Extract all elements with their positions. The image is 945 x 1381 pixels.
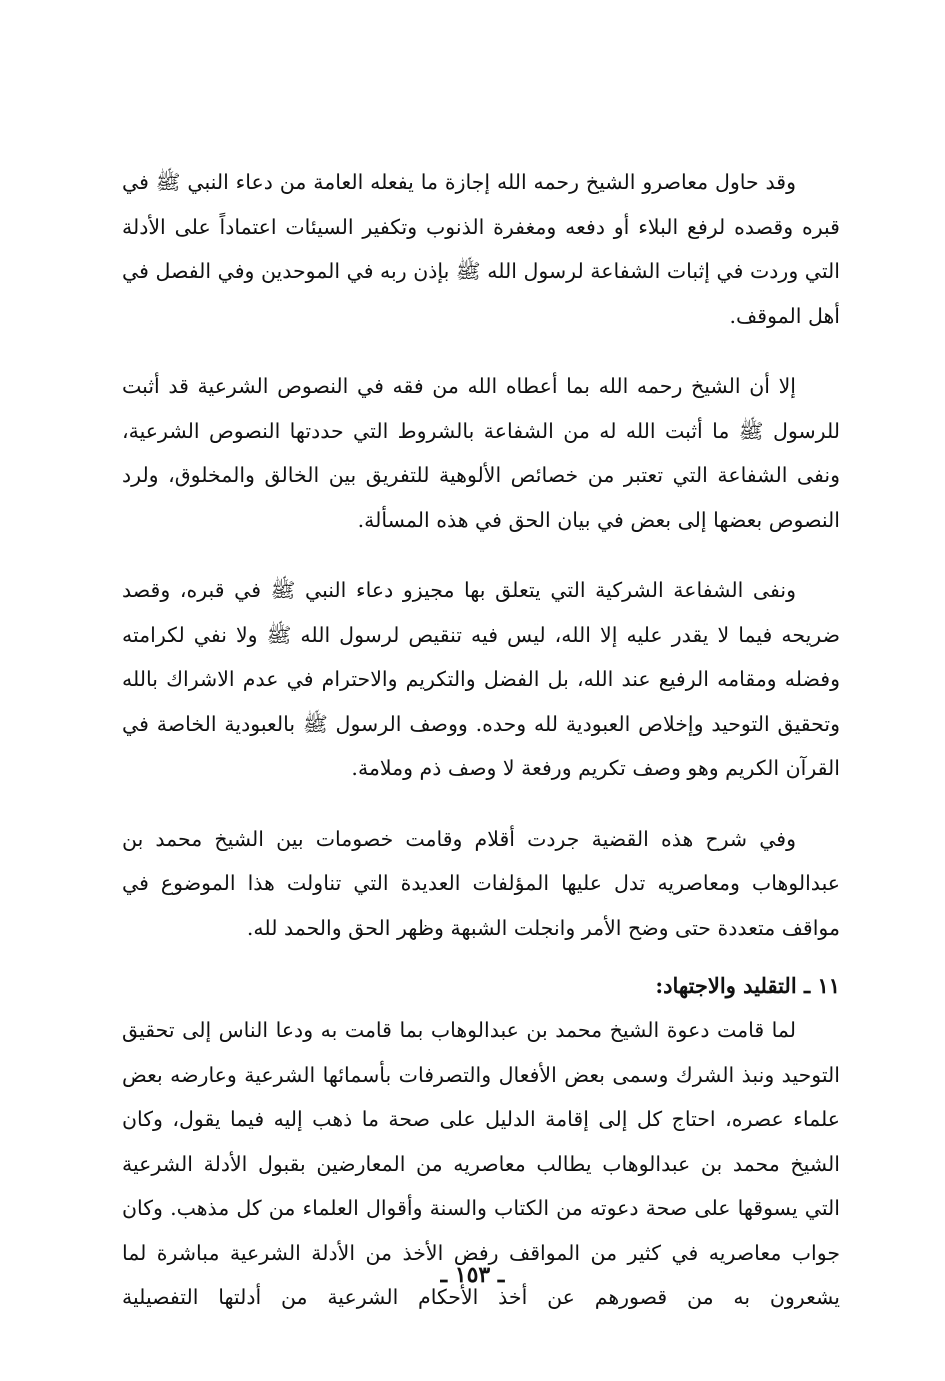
paragraph-4: وفي شرح هذه القضية جردت أقلام وقامت خصومات بين الشيخ محمد بن عبدالوهاب ومعاصريه تدل عليها المؤلفات العديدة التي تناولت هذا الموضوع في مواقف متعددة حتى وضح الأمر وانجلت الشبهة وظهر الحق والحمد لله. xyxy=(122,826,840,940)
paragraph-3: ونفى الشفاعة الشركية التي يتعلق بها مجيزو دعاء النبي ﷺ في قبره، وقصد ضريحه فيما لا يقدر عليه إلا الله، ليس فيه تنقيص لرسول الله ﷺ ولا نفي لكرامته وفضله ومقامه الرفيع عند الله، بل الفضل والتكريم والاحترام في عدم الاشراك بالله وتحقيق التوحيد وإخلاص العبودية لله وحده. ووصف الرسول ﷺ بالعبودية الخاصة في القرآن الكريم وهو وصف تكريم ورفعة لا وصف ذم وملامة. xyxy=(122,578,840,780)
paragraph-1: وقد حاول معاصرو الشيخ رحمه الله إجازة ما يفعله العامة من دعاء النبي ﷺ في قبره وقصده لرفع البلاء أو دفعه ومغفرة الذنوب وتكفير السيئات اعتماداً على الأدلة التي وردت في إثبات الشفاعة لرسول الله ﷺ بإذن ربه في الموحدين وفي الفصل في أهل الموقف. xyxy=(122,170,840,328)
paragraph-2: إلا أن الشيخ رحمه الله بما أعطاه الله من فقه في النصوص الشرعية قد أثبت للرسول ﷺ ما أثبت الله له من الشفاعة بالشروط التي حددتها النصوص الشرعية، ونفى الشفاعة التي تعتبر من خصائص الألوهية للتفريق بين الخالق والمخلوق، ولرد النصوص بعضها إلى بعض في بيان الحق في هذه المسألة. xyxy=(122,374,840,532)
section-body: لما قامت دعوة الشيخ محمد بن عبدالوهاب بما قامت به ودعا الناس إلى تحقيق التوحيد ونبذ الشرك وسمى بعض الأفعال والتصرفات بأسمائها الشرعية وعارضه بعض علماء عصره، احتاج كل إلى إقامة الدليل على صحة ما ذهب إليه فيما يقول، وكان الشيخ محمد بن عبدالوهاب يطالب معاصريه من المعارضين بقبول الأدلة الشرعية التي يسوقها على صحة دعوته من الكتاب والسنة وأقوال العلماء من كل مذهب. وكان جواب معاصريه في كثير من المواقف رفض الأخذ من الأدلة الشرعية مباشرة لما يشعرون به من قصورهم عن أخذ الأحكام الشرعية من أدلتها التفصيلية xyxy=(122,1018,840,1309)
section-heading: ١١ ـ التقليد والاجتهاد: xyxy=(655,973,840,998)
page-body xyxy=(122,160,840,1320)
page-number: ـ ١٥٣ ـ xyxy=(440,1262,505,1288)
